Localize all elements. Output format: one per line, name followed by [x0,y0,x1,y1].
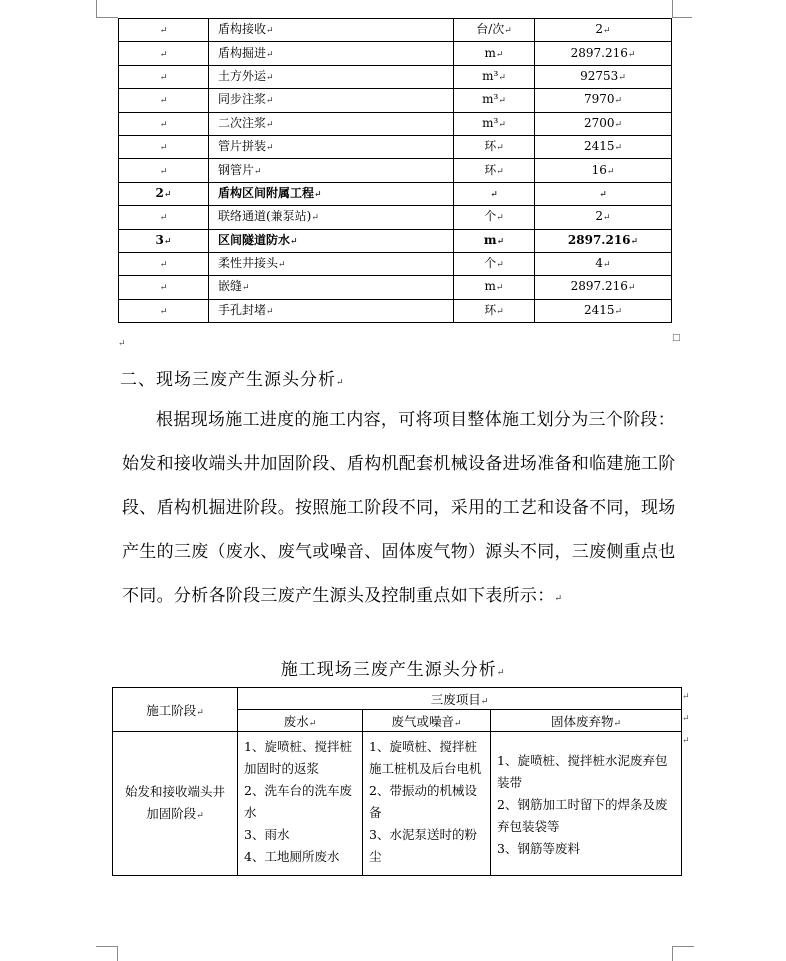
row-number: ↵ [119,42,209,65]
header-stage: 施工阶段↵ [113,688,238,732]
row-number: ↵ [119,89,209,112]
item-unit: 环↵ [454,159,535,182]
row-end-mark: ↵ [682,692,690,702]
air-noise-cell [363,732,491,876]
table-row [119,206,672,229]
row-number: ↵ [119,135,209,158]
item-quantity: 4↵ [535,252,672,275]
header-solid-waste: 固体废弃物↵ [491,710,682,732]
item-quantity: 2↵ [535,206,672,229]
item-quantity: ↵ [535,182,672,205]
row-number: ↵ [119,65,209,88]
crop-mark-top-left [96,0,97,18]
table-row [119,182,672,205]
table-caption: 施工现场三废产生源头分析↵ [280,660,506,680]
row-end-mark: ↵ [682,736,690,746]
table-row [119,135,672,158]
item-unit: 个↵ [454,252,535,275]
item-name: 嵌缝↵ [209,276,454,299]
header-waste-group: 三废项目↵ [238,688,682,710]
table-row [119,229,672,252]
item-quantity: 16↵ [535,159,672,182]
table-row [119,159,672,182]
wastewater-cell [238,732,363,876]
list-item: 1、旋喷桩、搅拌桩水泥废弃包装带 [497,753,668,790]
row-number: 3↵ [119,229,209,252]
row-number: 2↵ [119,182,209,205]
row-number: ↵ [119,276,209,299]
item-unit: 环↵ [454,299,535,322]
item-name: 盾构掘进↵ [209,42,454,65]
table-row [119,19,672,42]
crop-mark-bottom-right [672,946,694,947]
item-quantity: 2700↵ [535,112,672,135]
list-item: 2、钢筋加工时留下的焊条及废弃包装袋等 [497,797,668,834]
table-row [119,65,672,88]
table-row [119,42,672,65]
item-unit: 台/次↵ [454,19,535,42]
list-item: 3、钢筋等废料 [497,841,580,856]
table-row [119,276,672,299]
row-number: ↵ [119,112,209,135]
row-number: ↵ [119,159,209,182]
item-name: 同步注浆↵ [209,89,454,112]
item-quantity: 2897.216↵ [535,229,672,252]
body-paragraph: 根据现场施工进度的施工内容，可将项目整体施工划分为三个阶段：始发和接收端头井加固阶段、盾构机配套机械设备进场准备和临建施工阶段、盾构机掘进阶段。按照施工阶段不同，采用的工艺和设备不同，现场产生的三废（废水、废气或噪音、固体废气物）源头不同，三废侧重点也不同。分析各阶段三废产生源头及控制重点如下表所示：↵ [122,410,676,606]
item-name: 钢管片↵ [209,159,454,182]
crop-mark-bottom-left-v [117,946,118,961]
item-name: 柔性井接头↵ [209,252,454,275]
row-number: ↵ [119,299,209,322]
item-quantity: 2415↵ [535,135,672,158]
table-row [119,89,672,112]
item-unit: 环↵ [454,135,535,158]
quantity-table [118,18,672,323]
item-unit: m↵ [454,229,535,252]
list-item: 1、旋喷桩、搅拌桩加固时的返浆 [244,739,352,776]
item-unit: ↵ [454,182,535,205]
table-row [119,299,672,322]
crop-mark-top-left-h [96,17,118,18]
item-name: 管片拼装↵ [209,135,454,158]
item-quantity: 92753↵ [535,65,672,88]
item-quantity: 2897.216↵ [535,276,672,299]
item-name: 区间隧道防水↵ [209,229,454,252]
crop-mark-top-right [672,0,673,18]
header-air-noise: 废气或噪音↵ [363,710,491,732]
item-unit: m↵ [454,42,535,65]
item-unit: 个↵ [454,206,535,229]
list-item: 2、带振动的机械设备 [369,783,477,820]
crop-mark-bottom-left [96,946,118,947]
table-end-mark: □ [672,333,681,343]
item-quantity: 7970↵ [535,89,672,112]
item-quantity: 2415↵ [535,299,672,322]
crop-mark-top-right-h [672,17,692,18]
paragraph-mark: ↵ [118,339,126,349]
row-number: ↵ [119,19,209,42]
section-heading: 二、现场三废产生源头分析↵ [120,370,345,390]
list-item: 4、工地厕所废水 [244,849,340,864]
item-name: 盾构区间附属工程↵ [209,182,454,205]
item-name: 二次注浆↵ [209,112,454,135]
item-name: 联络通道(兼泵站)↵ [209,206,454,229]
item-name: 土方外运↵ [209,65,454,88]
row-number: ↵ [119,252,209,275]
crop-mark-bottom-right-v [672,946,673,961]
table-row [119,112,672,135]
solid-waste-cell [491,732,682,876]
list-item: 3、水泥泵送时的粉尘 [369,827,477,864]
list-item: 3、雨水 [244,827,290,842]
item-quantity: 2897.216↵ [535,42,672,65]
header-wastewater: 废水↵ [238,710,363,732]
item-unit: m³↵ [454,112,535,135]
list-item: 2、洗车台的洗车废水 [244,783,352,820]
item-unit: m³↵ [454,89,535,112]
item-name: 盾构接收↵ [209,19,454,42]
stage-cell: 始发和接收端头井加固阶段↵ [113,732,238,876]
row-number: ↵ [119,206,209,229]
item-unit: m³↵ [454,65,535,88]
row-end-mark: ↵ [682,714,690,724]
waste-source-table [112,687,682,876]
item-quantity: 2↵ [535,19,672,42]
item-unit: m↵ [454,276,535,299]
table-row [119,252,672,275]
list-item: 1、旋喷桩、搅拌桩施工桩机及后台电机 [369,739,482,776]
item-name: 手孔封堵↵ [209,299,454,322]
